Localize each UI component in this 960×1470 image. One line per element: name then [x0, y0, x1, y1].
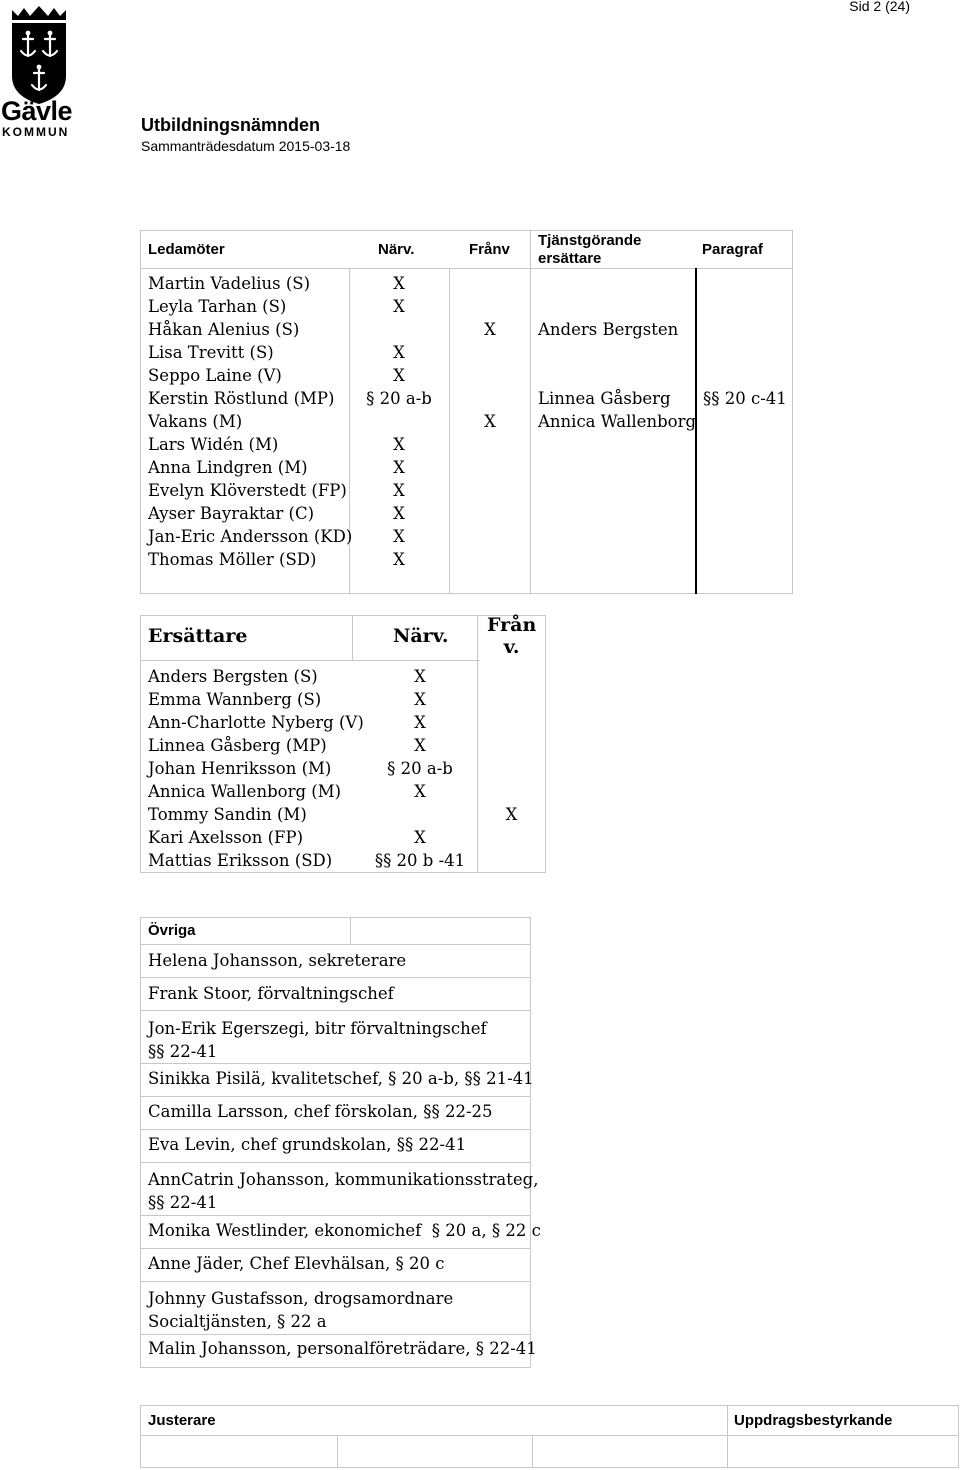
members-substitute-column — [538, 272, 696, 433]
absent-mark — [451, 502, 529, 525]
member-name: Lisa Trevitt (S) — [148, 343, 274, 362]
absent-mark — [451, 525, 529, 548]
substitute-row-name: Kari Axelsson (FP) — [148, 828, 304, 847]
header-sub-present: Närv. — [393, 625, 449, 647]
header-members: Ledamöter — [148, 241, 225, 258]
absent-mark: X — [484, 412, 496, 431]
member-name: Leyla Tarhan (S) — [148, 297, 287, 316]
other-person: AnnCatrin Johansson, kommunikationsstrateg, §§ 22-41 — [148, 1170, 539, 1212]
present-mark — [352, 410, 446, 433]
other-person: Helena Johansson, sekreterare — [148, 951, 407, 970]
logo-city-name: Gävle — [1, 96, 73, 126]
logo-kommun: KOMMUN — [2, 125, 70, 139]
present-mark: X — [393, 297, 405, 316]
absent-mark — [451, 295, 529, 318]
sub-present-mark: X — [414, 828, 426, 847]
uppdragsbestyrkande-label: Uppdragsbestyrkande — [734, 1412, 893, 1429]
substitute-name: Annica Wallenborg — [538, 412, 697, 431]
present-mark: X — [393, 550, 405, 569]
absent-mark — [451, 272, 529, 295]
substitute-name — [538, 295, 696, 318]
present-mark: X — [393, 481, 405, 500]
substitute-name: Linnea Gåsberg — [538, 389, 671, 408]
members-name-column — [148, 272, 352, 571]
page-number: Sid 2 (24) — [849, 0, 910, 14]
header-sub-absent: Från v. — [487, 614, 537, 658]
substitute-row-name: Mattias Eriksson (SD) — [148, 851, 333, 870]
sub-present-mark: §§ 20 b -41 — [374, 851, 466, 870]
absent-mark: X — [484, 320, 496, 339]
absent-mark — [451, 387, 529, 410]
present-mark: X — [393, 527, 405, 546]
absent-mark — [451, 456, 529, 479]
member-name: Vakans (M) — [148, 412, 243, 431]
substitute-row-name: Ann-Charlotte Nyberg (V) — [148, 713, 364, 732]
substitute-row-name: Linnea Gåsberg (MP) — [148, 736, 327, 755]
other-person: Frank Stoor, förvaltningschef — [148, 984, 394, 1003]
substitute-name: Anders Bergsten — [538, 320, 679, 339]
other-person: Camilla Larsson, chef förskolan, §§ 22-25 — [148, 1102, 493, 1121]
header-paragraph: Paragraf — [702, 241, 763, 258]
present-mark: X — [393, 504, 405, 523]
absent-mark — [451, 479, 529, 502]
meeting-date: Sammanträdesdatum 2015-03-18 — [141, 138, 351, 154]
gavle-logo — [0, 4, 78, 139]
sub-present-mark: X — [414, 667, 426, 686]
sub-present-mark — [355, 803, 485, 826]
absent-mark — [451, 548, 529, 571]
header-absent: Frånv — [469, 241, 510, 258]
header-substitutes: Ersättare — [148, 625, 248, 647]
member-name: Jan-Eric Andersson (KD) — [148, 527, 353, 546]
substitute-row-name: Johan Henriksson (M) — [148, 759, 332, 778]
sub-present-mark: X — [414, 736, 426, 755]
sub-absent-mark: X — [505, 805, 518, 824]
committee-title: Utbildningsnämnden — [141, 115, 320, 135]
member-name: Seppo Laine (V) — [148, 366, 282, 385]
substitute-row-name: Anders Bergsten (S) — [148, 667, 318, 686]
paragraph-value: §§ 20 c-41 — [703, 389, 787, 408]
header-substitute: Tjänstgörande ersättare — [538, 232, 642, 267]
sub-present-mark: § 20 a-b — [387, 759, 453, 778]
other-person: Malin Johansson, personalföreträdare, § 22-41 — [148, 1339, 537, 1358]
present-mark: X — [393, 274, 405, 293]
member-name: Martin Vadelius (S) — [148, 274, 311, 293]
absent-mark — [451, 433, 529, 456]
present-mark: X — [393, 458, 405, 477]
absent-mark — [451, 364, 529, 387]
member-name: Thomas Möller (SD) — [148, 550, 317, 569]
header-present: Närv. — [378, 241, 415, 258]
present-mark — [352, 318, 446, 341]
member-name: Evelyn Klöverstedt (FP) — [148, 481, 347, 500]
other-person: Anne Jäder, Chef Elevhälsan, § 20 c — [148, 1254, 445, 1273]
members-paragraph-column — [703, 272, 787, 410]
header-others: Övriga — [148, 922, 196, 939]
substitute-name — [538, 272, 696, 295]
justerare-label: Justerare — [148, 1412, 216, 1429]
substitute-row-name: Emma Wannberg (S) — [148, 690, 322, 709]
sub-present-mark: X — [414, 690, 426, 709]
other-person: Johnny Gustafsson, drogsamordnare Socialtjänsten, § 22 a — [148, 1289, 454, 1331]
member-name: Lars Widén (M) — [148, 435, 279, 454]
present-mark: X — [393, 343, 405, 362]
substitute-name — [538, 341, 696, 364]
present-mark: X — [393, 366, 405, 385]
member-name: Håkan Alenius (S) — [148, 320, 300, 339]
absent-mark — [451, 341, 529, 364]
substitute-name — [538, 364, 696, 387]
other-person: Sinikka Pisilä, kvalitetschef, § 20 a-b, §§ 21-41 — [148, 1069, 534, 1088]
substitute-row-name: Tommy Sandin (M) — [148, 805, 307, 824]
other-person: Eva Levin, chef grundskolan, §§ 22-41 — [148, 1135, 467, 1154]
other-person: Jon-Erik Egerszegi, bitr förvaltningschef §§ 22-41 — [148, 1019, 487, 1061]
present-mark: X — [393, 435, 405, 454]
member-name: Kerstin Röstlund (MP) — [148, 389, 335, 408]
substitute-row-name: Annica Wallenborg (M) — [148, 782, 342, 801]
present-mark: § 20 a-b — [366, 389, 432, 408]
other-person: Monika Westlinder, ekonomichef § 20 a, § 22 c — [148, 1221, 541, 1240]
sub-present-mark: X — [414, 713, 426, 732]
member-name: Ayser Bayraktar (C) — [148, 504, 315, 523]
substitutes-name-column — [148, 665, 364, 872]
sub-present-mark: X — [414, 782, 426, 801]
member-name: Anna Lindgren (M) — [148, 458, 308, 477]
members-absent-column — [451, 272, 529, 571]
substitutes-absent-column — [478, 665, 545, 826]
members-present-column — [352, 272, 446, 571]
substitutes-present-column — [355, 665, 485, 872]
